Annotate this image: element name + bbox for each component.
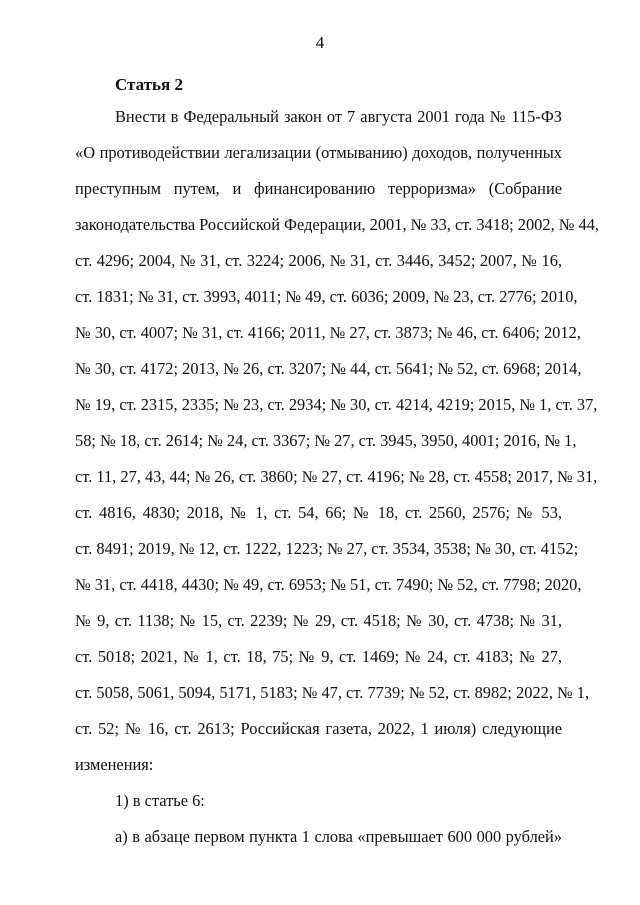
text-line: законодательства Российской Федерации, 2001, № 33, ст. 3418; 2002, № 44, bbox=[75, 215, 599, 234]
article-heading: Статья 2 bbox=[115, 75, 183, 94]
text-line: № 9, ст. 1138; № 15, ст. 2239; № 29, ст. 4518; № 30, ст. 4738; № 31, bbox=[75, 611, 562, 630]
text-line: Внести в Федеральный закон от 7 августа 2001 года № 115-ФЗ bbox=[115, 107, 562, 126]
text-line: № 30, ст. 4172; 2013, № 26, ст. 3207; № 44, ст. 5641; № 52, ст. 6968; 2014, bbox=[75, 359, 582, 378]
text-line: ст. 8491; 2019, № 12, ст. 1222, 1223; № 27, ст. 3534, 3538; № 30, ст. 4152; bbox=[75, 539, 579, 558]
text-line: преступным путем, и финансированию терроризма» (Собрание bbox=[75, 179, 562, 198]
text-line: № 30, ст. 4007; № 31, ст. 4166; 2011, № 27, ст. 3873; № 46, ст. 6406; 2012, bbox=[75, 323, 581, 342]
text-line: 58; № 18, ст. 2614; № 24, ст. 3367; № 27, ст. 3945, 3950, 4001; 2016, № 1, bbox=[75, 431, 577, 450]
text-line: № 31, ст. 4418, 4430; № 49, ст. 6953; № 51, ст. 7490; № 52, ст. 7798; 2020, bbox=[75, 575, 582, 594]
text-line: ст. 11, 27, 43, 44; № 26, ст. 3860; № 27, ст. 4196; № 28, ст. 4558; 2017, № 31, bbox=[75, 467, 598, 486]
text-line: ст. 4816, 4830; 2018, № 1, ст. 54, 66; № 18, ст. 2560, 2576; № 53, bbox=[75, 503, 562, 522]
text-line: изменения: bbox=[75, 755, 154, 774]
page-number: 4 bbox=[315, 33, 325, 52]
text-line: ст. 5018; 2021, № 1, ст. 18, 75; № 9, ст. 1469; № 24, ст. 4183; № 27, bbox=[75, 647, 562, 666]
text-line: а) в абзаце первом пункта 1 слова «превышает 600 000 рублей» bbox=[115, 827, 562, 846]
text-line: № 19, ст. 2315, 2335; № 23, ст. 2934; № 30, ст. 4214, 4219; 2015, № 1, ст. 37, bbox=[75, 395, 598, 414]
text-line: ст. 4296; 2004, № 31, ст. 3224; 2006, № 31, ст. 3446, 3452; 2007, № 16, bbox=[75, 251, 562, 270]
text-line: 1) в статье 6: bbox=[115, 791, 205, 810]
text-line: «О противодействии легализации (отмыванию) доходов, полученных bbox=[75, 143, 562, 162]
text-line: ст. 52; № 16, ст. 2613; Российская газета, 2022, 1 июля) следующие bbox=[75, 719, 562, 738]
text-line: ст. 5058, 5061, 5094, 5171, 5183; № 47, ст. 7739; № 52, ст. 8982; 2022, № 1, bbox=[75, 683, 590, 702]
text-line: ст. 1831; № 31, ст. 3993, 4011; № 49, ст. 6036; 2009, № 23, ст. 2776; 2010, bbox=[75, 287, 578, 306]
